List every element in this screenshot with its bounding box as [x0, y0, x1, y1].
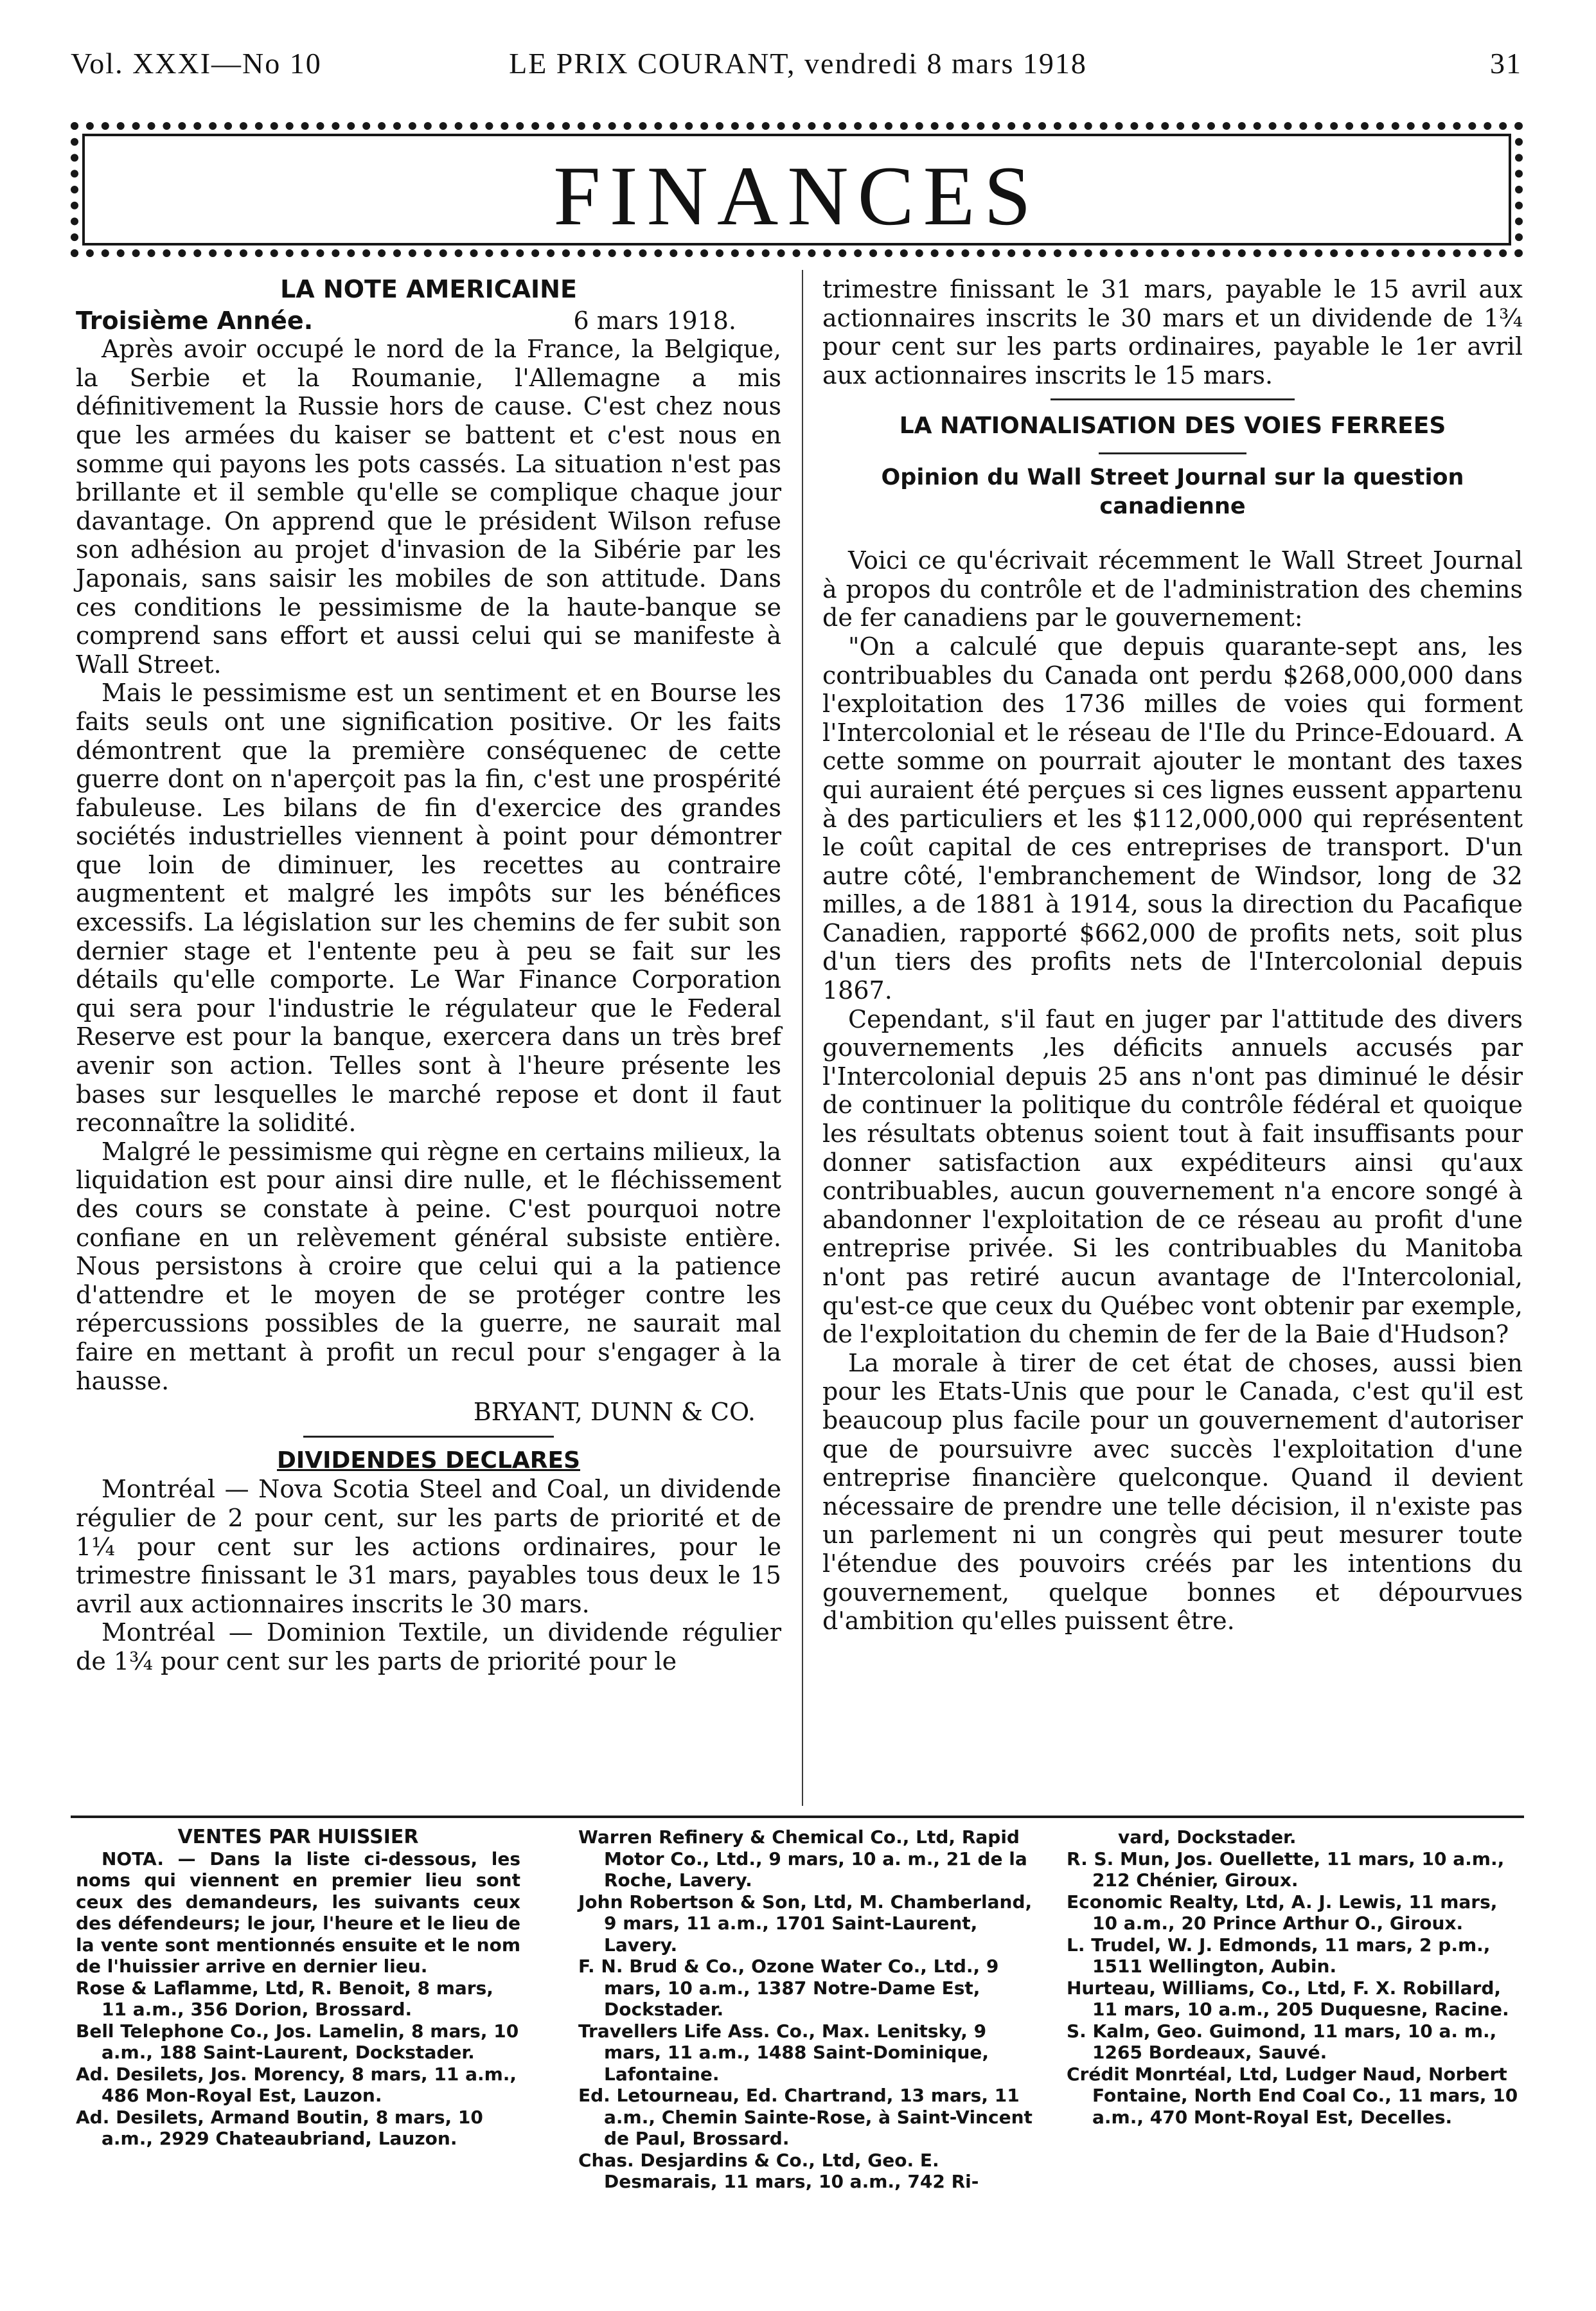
note-paragraph-1: Après avoir occupé le nord de la France, la Belgique, la Serbie et la Roumanie, l'Allemagne a mis définitivement la Russie hors de cause. C'est chez nous que les armées du kaiser se battent et c'est nous en somme qui payons les pots cassés. La situation n'est pas brillante et il semble qu'elle se complique chaque jour davantage. On apprend que le président Wilson refuse son adhésion au projet d'invasion de la Sibérie par les Japonais, sans saisir les mobiles de son attitude. Dans ces conditions le pessimisme de la haute-banque se comprend sans effort et aussi celui qui se manifeste à Wall Street.	[76, 335, 781, 679]
section-rule	[303, 1436, 554, 1438]
ventes-entry: Warren Refinery & Chemical Co., Ltd, Rapid Motor Co., Ltd., 9 mars, 10 a. m., 21 de la Roche, Lavery.	[578, 1826, 1027, 1891]
ventes-entry: Ad. Desilets, Jos. Morency, 8 mars, 11 a.m., 486 Mon-Royal Est, Lauzon.	[76, 2063, 517, 2106]
ventes-entry: F. N. Brud & Co., Ozone Water Co., Ltd., 9 mars, 10 a.m., 1387 Notre-Dame Est, Dockstader.	[578, 1956, 999, 2020]
left-column	[76, 275, 781, 1676]
ventes-entry: Crédit Monrtéal, Ltd, Ludger Naud, Norbert Fontaine, North End Coal Co., 11 mars, 10 a.m., 470 Mont-Royal Est, Decelles.	[1067, 2063, 1518, 2128]
ventes-entry: Economic Realty, Ltd, A. J. Lewis, 11 mars, 10 a.m., 20 Prince Arthur O., Giroux.	[1067, 1891, 1498, 1934]
nationalisation-paragraph-4: La morale à tirer de cet état de choses, aussi bien pour les Etats-Unis que pour le Canada, c'est qu'il est beaucoup plus facile pour un gouvernement d'autoriser que de poursuivre avec succès l'exploitation d'une entreprise financière quelconque. Quand il devient nécessaire de prendre une telle décision, il n'existe pas un parlement ni un congrès qui peut mesurer toute l'étendue des pouvoirs créés par les intentions du gouvernement, quelque bonnes et dépourvues d'ambition qu'elles puissent être.	[822, 1348, 1523, 1636]
ventes-entry: Chas. Desjardins & Co., Ltd, Geo. E. Desmarais, 11 mars, 10 a.m., 742 Ri-	[578, 2149, 979, 2192]
ventes-entry: R. S. Mun, Jos. Ouellette, 11 mars, 10 a.m., 212 Chénier, Giroux.	[1067, 1848, 1505, 1891]
page-number: 31	[1490, 47, 1522, 80]
ventes-column-3	[1067, 1826, 1524, 2128]
ventes-column-2	[578, 1826, 1041, 2193]
volume-number: Vol. XXXI—No 10	[71, 47, 322, 80]
ventes-entry: Hurteau, Williams, Co., Ltd, F. X. Robillard, 11 mars, 10 a.m., 205 Duquesne, Racine.	[1067, 1977, 1509, 2020]
dividend-paragraph-1: Montréal — Nova Scotia Steel and Coal, un dividende régulier de 2 pour cent, sur les parts de priorité et de 1¼ pour cent sur les actions ordinaires, pour le trimestre finissant le 31 mars, payables tous deux le 15 avril aux actionnaires inscrits le 30 mars.	[76, 1475, 781, 1618]
ventes-entry: vard, Dockstader.	[1118, 1826, 1297, 1848]
nationalisation-paragraph-2: "On a calculé que depuis quarante-sept ans, les contribuables du Canada ont perdu $268,000,000 dans l'exploitation des 1736 milles de voies qui forment l'Intercolonial et le réseau de l'Ile du Prince-Edouard. A cette somme on pourrait ajouter le montant des taxes qui auraient été perçues si ces lignes eussent appartenu à des particuliers et les $112,000,000 qui représentent le coût capital de ces entreprises de transport. D'un autre côté, l'embranchement de Windsor, long de 32 milles, a de 1881 à 1914, sous la direction du Pacafique Canadien, rapporté $662,000 de profits nets, soit plus d'un tiers des profits nets de l'Intercolonial depuis 1867.	[822, 632, 1523, 1005]
ventes-entry: Bell Telephone Co., Jos. Lamelin, 8 mars, 10 a.m., 188 Saint-Laurent, Dockstader.	[76, 2020, 519, 2063]
section-title: FINANCES	[553, 148, 1040, 243]
ventes-entry: Rose & Laflamme, Ltd, R. Benoit, 8 mars, 11 a.m., 356 Dorion, Brossard.	[76, 1977, 493, 2020]
ventes-entry: Ad. Desilets, Armand Boutin, 8 mars, 10 a.m., 2929 Chateaubriand, Lauzon.	[76, 2106, 483, 2149]
ventes-entry: L. Trudel, W. J. Edmonds, 11 mars, 2 p.m., 1511 Wellington, Aubin.	[1067, 1934, 1491, 1977]
section-rule	[1099, 452, 1246, 454]
bottom-rule	[71, 1816, 1524, 1818]
dividend-paragraph-2: Montréal — Dominion Textile, un dividende régulier de 1¾ pour cent sur les parts de priorité pour le	[76, 1618, 781, 1675]
nationalisation-heading: LA NATIONALISATION DES VOIES FERREES	[899, 413, 1446, 440]
column-divider	[802, 270, 803, 1806]
nationalisation-paragraph-3: Cependant, s'il faut en juger par l'attitude des divers gouvernements ,les déficits annuels accusés par l'Intercolonial depuis 25 ans n'ont pas diminué le désir de continuer la politique du contrôle fédéral et quoique les résultats obtenus soient tout à fait insuffisants pour donner satisfaction aux expéditeurs ainsi qu'aux contribuables, aucun gouvernement n'a encore songé à abandonner l'exploitation de ce réseau au profit d'une entreprise privée. Si les contribuables du Manitoba n'ont pas retiré aucun avantage de l'Intercolonial, qu'est-ce que ceux du Québec vont obtenir par exemple, de l'exploitation du chemin de fer de la Baie d'Hudson?	[822, 1004, 1523, 1349]
ventes-entry: Ed. Letourneau, Ed. Chartrand, 13 mars, 11 a.m., Chemin Sainte-Rose, à Saint-Vincent de Paul, Brossard.	[578, 2085, 1033, 2149]
ventes-column-1	[76, 1826, 520, 2150]
nationalisation-subheading: Opinion du Wall Street Journal sur la question canadienne	[881, 464, 1464, 519]
note-americaine-heading: LA NOTE AMERICAINE	[280, 275, 577, 303]
ventes-heading: VENTES PAR HUISSIER	[177, 1826, 419, 1848]
ventes-entry: John Robertson & Son, Ltd, M. Chamberland, 9 mars, 11 a.m., 1701 Saint-Laurent, Lavery.	[578, 1891, 1033, 1956]
ventes-entry: S. Kalm, Geo. Guimond, 11 mars, 10 a. m., 1265 Bordeaux, Sauvé.	[1067, 2020, 1497, 2063]
finances-banner	[71, 122, 1523, 257]
ventes-nota: NOTA. — Dans la liste ci-dessous, les noms qui viennent en premier lieu sont ceux des demandeurs, les suivants ceux des défendeurs; le jour, l'heure et le lieu de la vente sont mentionnés ensuite et le nom de l'huissier arrive en dernier lieu.	[76, 1848, 520, 1977]
ventes-entry: Travellers Life Ass. Co., Max. Lenitsky, 9 mars, 11 a.m., 1488 Saint-Dominique, Lafontaine.	[578, 2020, 989, 2085]
right-column	[822, 275, 1523, 1636]
nationalisation-paragraph-1: Voici ce qu'écrivait récemment le Wall Street Journal à propos du contrôle et de l'administration des chemins de fer canadiens par le gouvernement:	[822, 546, 1523, 632]
note-date: 6 mars 1918.	[573, 306, 736, 335]
dividendes-heading: DIVIDENDES DECLARES	[276, 1447, 580, 1474]
note-paragraph-2: Mais le pessimisme est un sentiment et en Bourse les faits seuls ont une signification positive. Or les faits démontrent que la première conséquenec de cette guerre dont on n'aperçoit pas la fin, c'est une prospérité fabuleuse. Les bilans de fin d'exercice des grandes sociétés industrielles viennent à point pour démontrer que loin de diminuer, les recettes au contraire augmentent et malgré les impôts sur les bénéfices excessifs. La législation sur les chemins de fer subit son dernier stage et l'entente peu à peu se fait sur les détails qu'elle comporte. Le War Finance Corporation qui sera pour l'industrie le régulateur que le Federal Reserve est pour la banque, exercera dans un très bref avenir son action. Telles sont à l'heure présente les bases sur lesquelles le marché repose et dont il faut reconnaître la solidité.	[76, 679, 781, 1138]
dateline	[76, 307, 781, 335]
note-paragraph-3: Malgré le pessimisme qui règne en certains milieux, la liquidation est pour ainsi dire nulle, et le fléchissement des cours se constate à peine. C'est pourquoi notre confiane en un relèvement général subsiste entière. Nous persistons à croire que celui qui a la patience d'attendre et le moyen de se protéger contre les répercussions possibles de la guerre, ne saurait mal faire en mettant à profit un recul pour s'engager à la hausse.	[76, 1137, 781, 1395]
publication-line: LE PRIX COURANT, vendredi 8 mars 1918	[509, 47, 1087, 80]
dividend-continuation: trimestre finissant le 31 mars, payable le 15 avril aux actionnaires inscrits le 30 mars et un dividende de 1¾ pour cent sur les parts ordinaires, payable le 1er avril aux actionnaires inscrits le 15 mars.	[822, 275, 1523, 389]
signature: BRYANT, DUNN & CO.	[473, 1398, 756, 1427]
note-subheading: Troisième Année.	[76, 306, 314, 335]
section-rule	[1051, 398, 1295, 400]
